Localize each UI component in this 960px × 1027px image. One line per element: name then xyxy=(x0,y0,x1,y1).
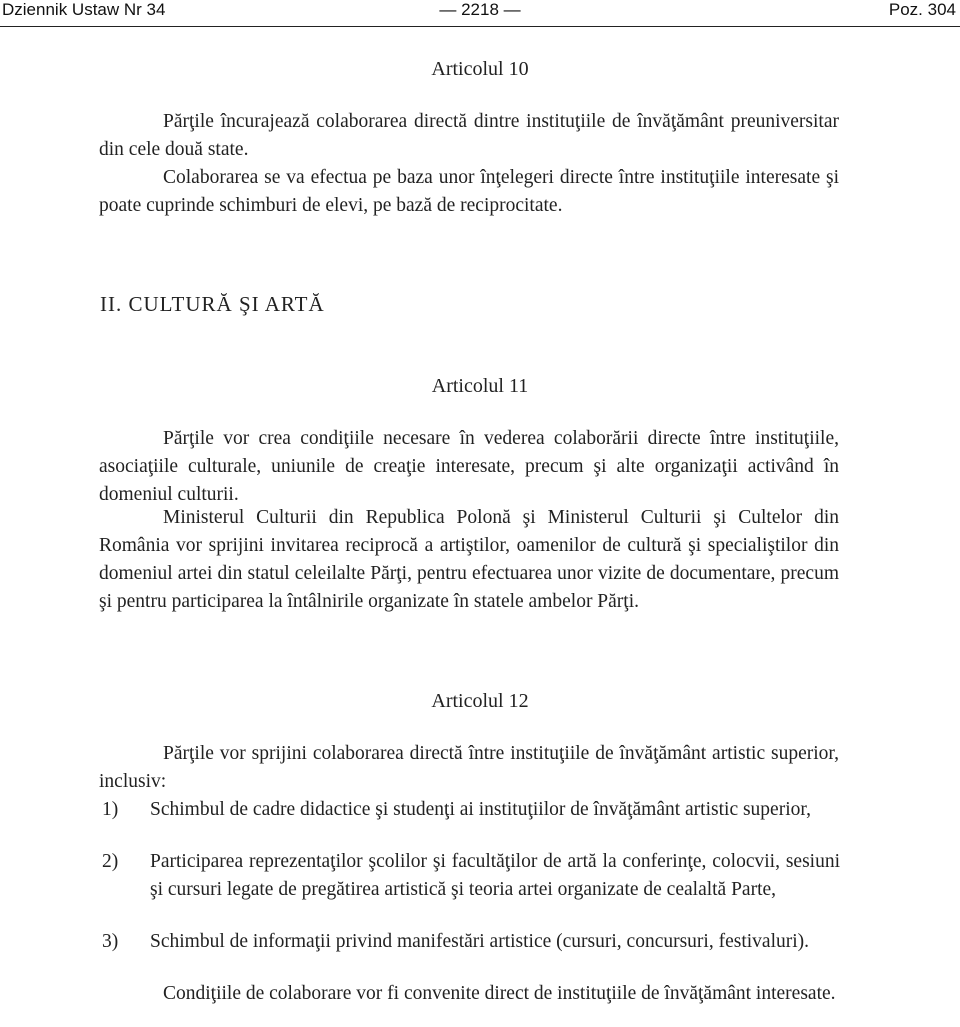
article-10-paragraph-2: Colaborarea se va efectua pe baza unor înţelegeri directe între instituţiile interesate şi poate cuprinde schimburi de elevi, pe bază de reciprocitate. xyxy=(99,167,839,216)
list-item-number: 1) xyxy=(102,799,119,820)
list-item-number: 2) xyxy=(102,851,119,872)
section-title: II. CULTURĂ ŞI ARTĂ xyxy=(100,292,325,316)
position-number: Poz. 304 xyxy=(888,0,956,19)
journal-name: Dziennik Ustaw Nr 34 xyxy=(2,0,166,19)
article-12-closing: Condiţiile de colaborare vor fi convenite direct de instituţiile de învăţământ interesate. xyxy=(163,983,836,1004)
article-12-intro: Părţile vor sprijini colaborarea directă între instituţiile de învăţământ artistic superior, inclusiv: xyxy=(99,743,839,792)
page-number: — 2218 — xyxy=(439,0,521,19)
header-rule xyxy=(0,26,960,27)
list-item-number: 3) xyxy=(102,931,119,952)
article-11-paragraph-2: Ministerul Culturii din Republica Polonă şi Ministerul Culturii şi Cultelor din România vor sprijini invitarea reciprocă a artiştilor, oamenilor de cultură şi specialiştilor din domeniul artei din statul celeilalte Părţi, pentru efectuarea unor vizite de documentare, precum şi pentru participarea la întâlnirile organizate în statele ambelor Părţi. xyxy=(99,507,839,612)
page-header xyxy=(0,0,960,28)
list-item-text: Schimbul de cadre didactice şi studenţi ai instituţiilor de învăţământ artistic superior, xyxy=(150,799,811,820)
article-10-paragraph-1: Părţile încurajează colaborarea directă dintre instituţiile de învăţământ preuniversitar din cele două state. xyxy=(99,111,839,160)
article-10-heading: Articolul 10 xyxy=(431,58,529,80)
article-12-heading: Articolul 12 xyxy=(431,690,529,712)
article-11-heading: Articolul 11 xyxy=(431,375,529,397)
list-item-text: Schimbul de informaţii privind manifestări artistice (cursuri, concursuri, festivaluri). xyxy=(150,931,810,952)
article-11-paragraph-1: Părţile vor crea condiţiile necesare în vederea colaborării directe între instituţiile, asociaţiile culturale, uniunile de creaţie interesate, precum şi alte organizaţii activând în domeniul culturii. xyxy=(99,428,839,505)
list-item-text: Participarea reprezentaţilor şcolilor şi facultăţilor de artă la conferinţe, colocvii, sesiuni şi cursuri legate de pregătirea artistică şi teoria artei organizate de cealaltă Parte, xyxy=(150,851,840,900)
